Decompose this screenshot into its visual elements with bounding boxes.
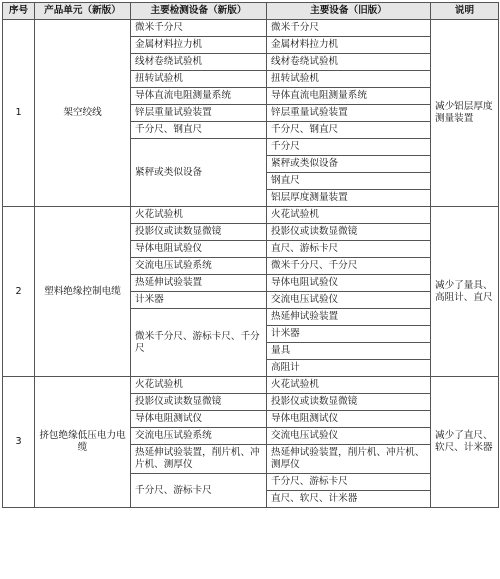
cell-old-equipment: 火花试验机 xyxy=(267,207,431,224)
cell-new-equipment: 投影仪或读数显微镜 xyxy=(131,394,267,411)
header-unit: 产品单元（新版） xyxy=(35,3,131,20)
equipment-comparison-table xyxy=(2,2,499,508)
cell-new-equipment: 金属材料拉力机 xyxy=(131,37,267,54)
cell-seq: 3 xyxy=(3,377,35,508)
table-header-row xyxy=(3,3,499,20)
cell-old-equipment: 金属材料拉力机 xyxy=(267,37,431,54)
cell-old-equipment: 紧秤或类似设备 xyxy=(267,156,431,173)
cell-old-equipment: 微米千分尺 xyxy=(267,20,431,37)
cell-new-equipment: 线材卷绕试验机 xyxy=(131,54,267,71)
cell-old-equipment: 热延伸试验装置 xyxy=(267,309,431,326)
cell-new-equipment: 紧秤或类似设备 xyxy=(131,139,267,207)
header-note: 说明 xyxy=(431,3,499,20)
cell-old-equipment: 千分尺 xyxy=(267,139,431,156)
cell-old-equipment: 交流电压试验仪 xyxy=(267,428,431,445)
cell-old-equipment: 量具 xyxy=(267,343,431,360)
cell-new-equipment: 火花试验机 xyxy=(131,377,267,394)
cell-old-equipment: 直尺、软尺、计米器 xyxy=(267,491,431,508)
cell-new-equipment: 导体电阻测试仪 xyxy=(131,411,267,428)
cell-product-unit: 挤包绝缘低压电力电缆 xyxy=(35,377,131,508)
table-row xyxy=(3,20,499,37)
cell-old-equipment: 铝层厚度测量装置 xyxy=(267,190,431,207)
cell-new-equipment: 微米千分尺 xyxy=(131,20,267,37)
table-row xyxy=(3,377,499,394)
cell-note: 减少了量具、高阻计、直尺 xyxy=(431,207,499,377)
cell-new-equipment: 投影仪或读数显微镜 xyxy=(131,224,267,241)
cell-old-equipment: 线材卷绕试验机 xyxy=(267,54,431,71)
cell-seq: 1 xyxy=(3,20,35,207)
cell-old-equipment: 千分尺、钢直尺 xyxy=(267,122,431,139)
cell-old-equipment: 导体电阻测试仪 xyxy=(267,411,431,428)
cell-new-equipment: 交流电压试验系统 xyxy=(131,428,267,445)
table-row xyxy=(3,207,499,224)
header-seq: 序号 xyxy=(3,3,35,20)
cell-new-equipment: 千分尺、钢直尺 xyxy=(131,122,267,139)
cell-old-equipment: 直尺、游标卡尺 xyxy=(267,241,431,258)
cell-new-equipment: 微米千分尺、游标卡尺、千分尺 xyxy=(131,309,267,377)
cell-new-equipment: 扭转试验机 xyxy=(131,71,267,88)
cell-new-equipment: 火花试验机 xyxy=(131,207,267,224)
cell-product-unit: 架空绞线 xyxy=(35,20,131,207)
header-old-equipment: 主要设备（旧版） xyxy=(267,3,431,20)
cell-old-equipment: 钢直尺 xyxy=(267,173,431,190)
cell-old-equipment: 导体直流电阻测量系统 xyxy=(267,88,431,105)
cell-seq: 2 xyxy=(3,207,35,377)
cell-old-equipment: 投影仪或读数显微镜 xyxy=(267,224,431,241)
cell-old-equipment: 千分尺、游标卡尺 xyxy=(267,474,431,491)
cell-new-equipment: 计米器 xyxy=(131,292,267,309)
cell-new-equipment: 导体直流电阻测量系统 xyxy=(131,88,267,105)
cell-new-equipment: 千分尺、游标卡尺 xyxy=(131,474,267,508)
cell-old-equipment: 热延伸试验装置，削片机、冲片机、测厚仪 xyxy=(267,445,431,474)
cell-old-equipment: 交流电压试验仪 xyxy=(267,292,431,309)
cell-note: 减少了直尺、软尺、计米器 xyxy=(431,377,499,508)
cell-old-equipment: 计米器 xyxy=(267,326,431,343)
header-new-equipment: 主要检测设备（新版） xyxy=(131,3,267,20)
cell-old-equipment: 锌层重量试验装置 xyxy=(267,105,431,122)
cell-old-equipment: 扭转试验机 xyxy=(267,71,431,88)
cell-old-equipment: 微米千分尺、千分尺 xyxy=(267,258,431,275)
cell-old-equipment: 火花试验机 xyxy=(267,377,431,394)
cell-product-unit: 塑料绝缘控制电缆 xyxy=(35,207,131,377)
cell-new-equipment: 交流电压试验系统 xyxy=(131,258,267,275)
cell-old-equipment: 导体电阻试验仪 xyxy=(267,275,431,292)
cell-new-equipment: 热延伸试验装置，削片机、冲片机、测厚仪 xyxy=(131,445,267,474)
cell-new-equipment: 导体电阻试验仪 xyxy=(131,241,267,258)
cell-new-equipment: 锌层重量试验装置 xyxy=(131,105,267,122)
cell-old-equipment: 投影仪或读数显微镜 xyxy=(267,394,431,411)
table-body xyxy=(3,20,499,508)
cell-note: 减少铝层厚度测量装置 xyxy=(431,20,499,207)
cell-new-equipment: 热延伸试验装置 xyxy=(131,275,267,292)
cell-old-equipment: 高阻计 xyxy=(267,360,431,377)
